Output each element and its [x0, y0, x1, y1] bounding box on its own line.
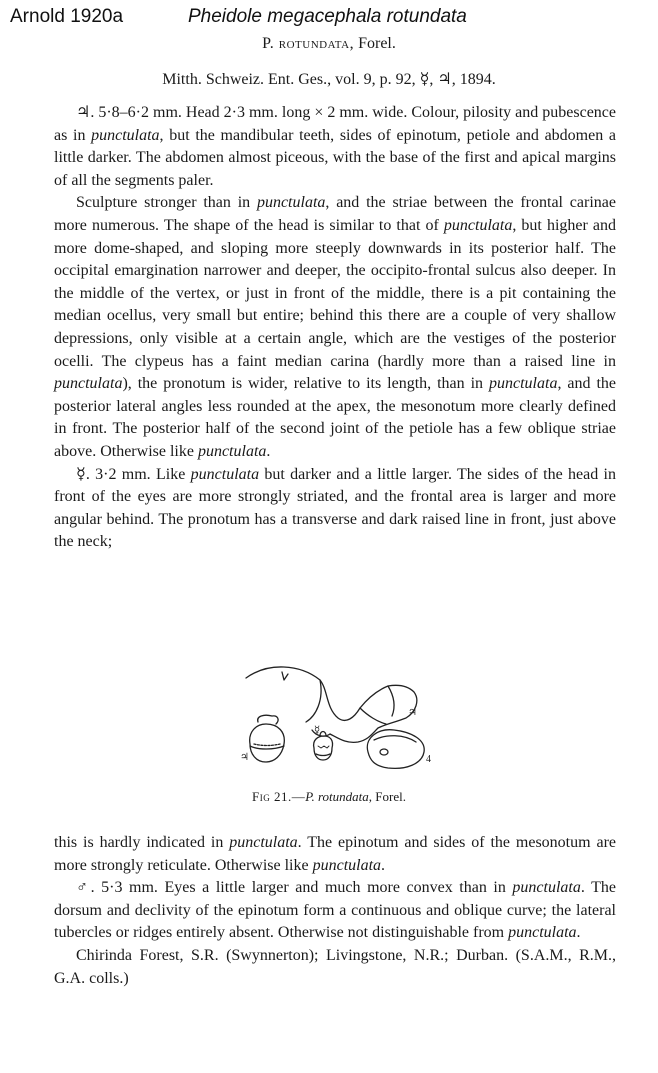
citation: Mitth. Schweiz. Ent. Ges., vol. 9, p. 92, ☿, ♃, 1894.	[162, 71, 496, 88]
reference-label: Arnold 1920a	[10, 6, 124, 27]
paragraph-male: ♂. 5·3 mm. Eyes a little larger and much more convex than in punctulata. The dorsum and declivity of the epinotum form a continuous and oblique curve; the lateral tubercles or ridges entirely absent. Otherwise not distinguishable from punctulata.	[54, 879, 616, 942]
description-block-1	[54, 102, 616, 554]
caption-author: , Forel.	[368, 789, 406, 804]
figure-illustration	[228, 660, 438, 782]
figure-label-small-major: ♃	[240, 752, 249, 763]
paragraph-worker: ☿. 3·2 mm. Like punctulata but darker and a little larger. The sides of the head in front of the eyes are more strongly striated, and the frontal area is larger and more angular behind. The pronotum has a transverse and dark raised line in front, just above the neck;	[54, 465, 616, 551]
taxon-author: Forel.	[358, 35, 396, 52]
figure-label-major: ♃	[408, 707, 417, 718]
taxon-name: P. rotundata,	[262, 35, 355, 52]
description-block-2	[54, 832, 616, 990]
paragraph-localities: Chirinda Forest, S.R. (Swynnerton); Livingstone, N.R.; Durban. (S.A.M., R.M., G.A. colls.)	[54, 946, 616, 987]
caption-name: P. rotundata	[305, 789, 369, 804]
figure-label-worker: ☿	[314, 725, 321, 736]
figure-label-num: 4	[426, 754, 431, 765]
taxon-title	[0, 35, 658, 53]
paragraph-worker-cont: this is hardly indicated in punctulata. The epinotum and sides of the mesonotum are more strongly reticulate. Otherwise like punctulata.	[54, 834, 616, 874]
caption-prefix: Fig 21.—	[251, 789, 306, 804]
species-name: Pheidole megacephala rotundata	[188, 6, 467, 27]
paragraph-sculpture: Sculpture stronger than in punctulata, and the striae between the frontal carinae more numerous. The shape of the head is similar to that of punctulata, but higher and more dome-shaped, and sloping more steeply downwards in its posterior half. The occipital emargination narrower and deeper, the occipito-frontal sulcus also deeper. In the middle of the vertex, or just in front of the middle, there is a pit containing the median ocellus, very small but entire; behind this there are a couple of very shallow depressions, only visible at a certain angle, which are the vestiges of the posterior ocelli. The clypeus has a faint median carina (hardly more than a raised line in punctulata), the pronotum is wider, relative to its length, than in punctulata, and the posterior lateral angles less rounded at the apex, the mesonotum more clearly defined in front. The posterior half of the second joint of the petiole has a few oblique striae above. Otherwise like punctulata.	[54, 194, 617, 460]
page-header	[10, 6, 650, 30]
figure-caption	[0, 789, 658, 805]
paragraph-major: ♃. 5·8–6·2 mm. Head 2·3 mm. long × 2 mm. wide. Colour, pilosity and pubescence as in punctulata, but the mandibular teeth, sides of epinotum, petiole and abdomen a little darker. The abdomen almost piceous, with the base of the first and apical margins of all the segments paler.	[54, 104, 616, 189]
